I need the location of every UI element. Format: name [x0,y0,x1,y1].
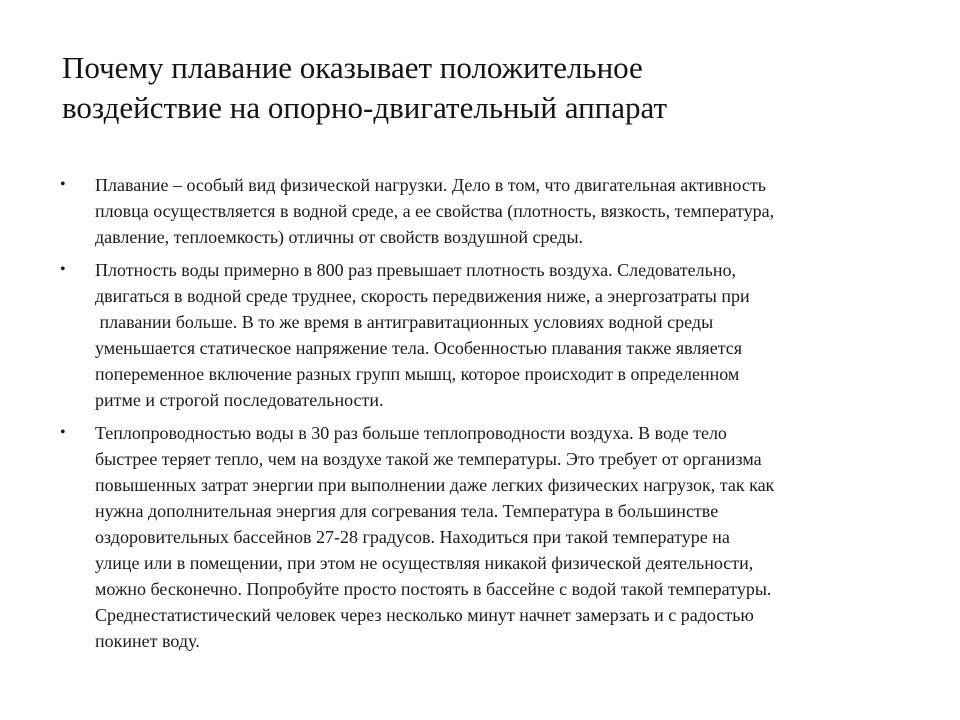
text-line: уменьшается статическое напряжение тела. Особенностью плавания также является [95,338,743,358]
text-line: плавании больше. В то же время в антигравитационных условиях водной среды [95,312,714,332]
text-line: ритме и строгой последовательности. [95,390,384,410]
title-line: Почему плавание оказывает положительное [62,50,643,85]
bullet-text [95,172,900,250]
bullet-text [95,420,900,654]
bullet-dot-icon: • [60,261,66,278]
text-line: Среднестатистический человек через несколько минут начнет замерзать и с радостью [95,605,754,625]
text-line: Плавание – особый вид физической нагрузки. Дело в том, что двигательная активность [95,175,766,195]
text-line: оздоровительных бассейнов 27-28 градусов. Находиться при такой температуре на [95,527,730,547]
bullet-item-heat-conductivity [60,420,900,654]
text-line: быстрее теряет тепло, чем на воздухе такой же температуры. Это требует от организма [95,449,762,469]
text-line: Теплопроводностью воды в 30 раз больше теплопроводности воздуха. В воде тело [95,423,727,443]
title-line: воздействие на опорно-двигательный аппарат [62,90,668,125]
text-line: покинет воду. [95,631,200,651]
slide-title [62,48,882,128]
text-line: Плотность воды примерно в 800 раз превышает плотность воздуха. Следовательно, [95,260,736,280]
text-line: повышенных затрат энергии при выполнении даже легких физических нагрузок, так как [95,475,775,495]
text-line: давление, теплоемкость) отличны от свойств воздушной среды. [95,227,584,247]
bullet-text [95,257,900,413]
text-line: нужна дополнительная энергия для согревания тела. Температура в большинстве [95,501,719,521]
bullet-dot-icon: • [60,176,66,193]
text-line: можно бесконечно. Попробуйте просто постоять в бассейне с водой такой температуры. [95,579,772,599]
bullet-dot-icon: • [60,424,66,441]
text-line: пловца осуществляется в водной среде, а ее свойства (плотность, вязкость, температура, [95,201,775,221]
bullet-item-water-density [60,257,900,413]
text-line: двигаться в водной среде труднее, скорость передвижения ниже, а энергозатраты при [95,286,750,306]
bullet-item-density-general [60,172,900,250]
text-line: улице или в помещении, при этом не осуществляя никакой физической деятельности, [95,553,754,573]
bullet-list [60,172,900,661]
text-line: попеременное включение разных групп мышц, которое происходит в определенном [95,364,740,384]
